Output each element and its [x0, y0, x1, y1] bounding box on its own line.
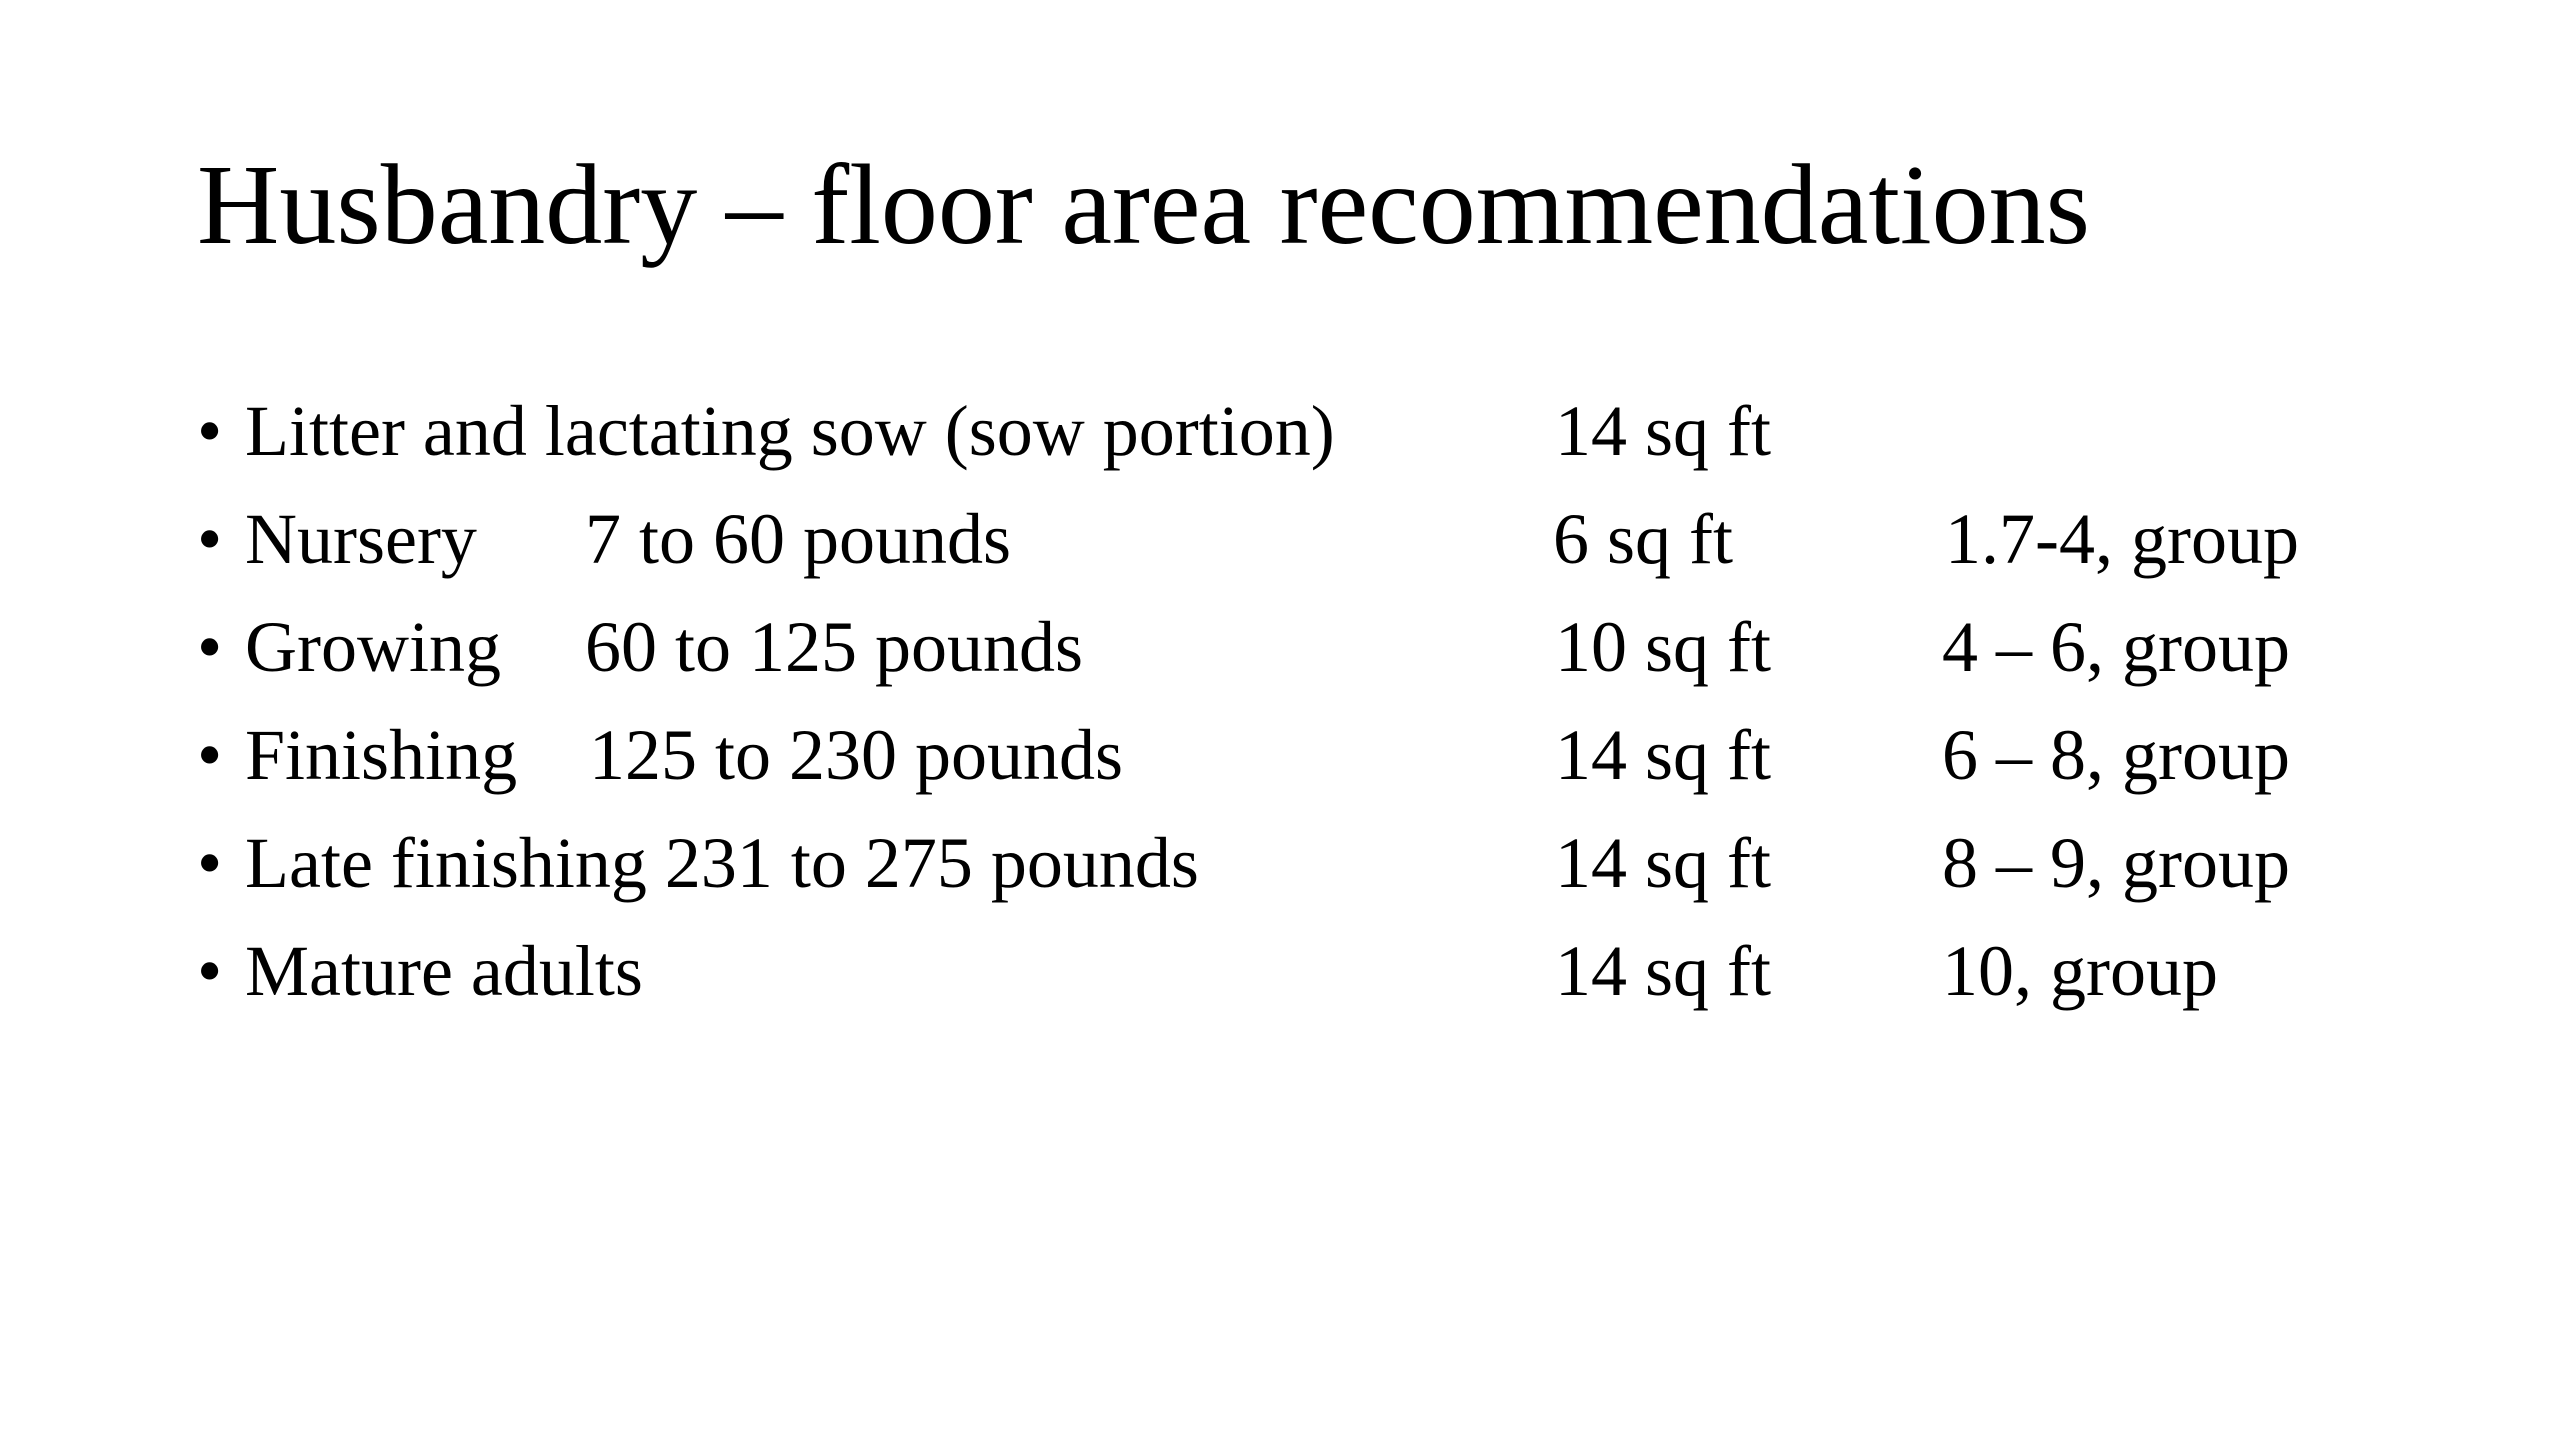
floor-area-value: 14 sq ft: [1555, 931, 1771, 1011]
weight-range: 60 to 125 pounds: [585, 607, 1084, 687]
slide-title: Husbandry – floor area recommendations: [197, 141, 2091, 268]
group-value: 6 – 8, group: [1942, 715, 2290, 795]
group-value: 10, group: [1942, 931, 2218, 1011]
bullet-dot: •: [197, 931, 223, 1011]
bullet-row-litter-sow: [197, 391, 2397, 503]
bullet-dot: •: [197, 715, 223, 795]
floor-area-value: 10 sq ft: [1555, 607, 1771, 687]
floor-area-value: 14 sq ft: [1555, 391, 1771, 471]
bullet-dot: •: [197, 499, 223, 579]
group-value: 1.7-4, group: [1945, 499, 2299, 579]
bullet-dot: •: [197, 391, 223, 471]
floor-area-value: 14 sq ft: [1555, 715, 1771, 795]
bullet-list: [197, 391, 2397, 1043]
floor-area-value: 14 sq ft: [1555, 823, 1771, 903]
weight-range: 7 to 60 pounds: [585, 499, 1012, 579]
row-label: Litter and lactating sow (sow portion): [245, 391, 1335, 471]
bullet-dot: •: [197, 607, 223, 687]
weight-range: 125 to 230 pounds: [589, 715, 1124, 795]
bullet-dot: •: [197, 823, 223, 903]
bullet-row-growing: [197, 607, 2397, 719]
bullet-row-mature-adults: [197, 931, 2397, 1043]
row-label: Late finishing 231 to 275 pounds: [245, 823, 1199, 903]
row-label: Mature adults: [245, 931, 643, 1011]
group-value: 4 – 6, group: [1942, 607, 2290, 687]
bullet-row-late-finishing: [197, 823, 2397, 935]
floor-area-value: 6 sq ft: [1553, 499, 1733, 579]
bullet-row-finishing: [197, 715, 2397, 827]
bullet-row-nursery: [197, 499, 2397, 611]
row-label: Nursery: [245, 499, 477, 579]
row-label: Finishing: [245, 715, 518, 795]
row-label: Growing: [245, 607, 501, 687]
group-value: 8 – 9, group: [1942, 823, 2290, 903]
